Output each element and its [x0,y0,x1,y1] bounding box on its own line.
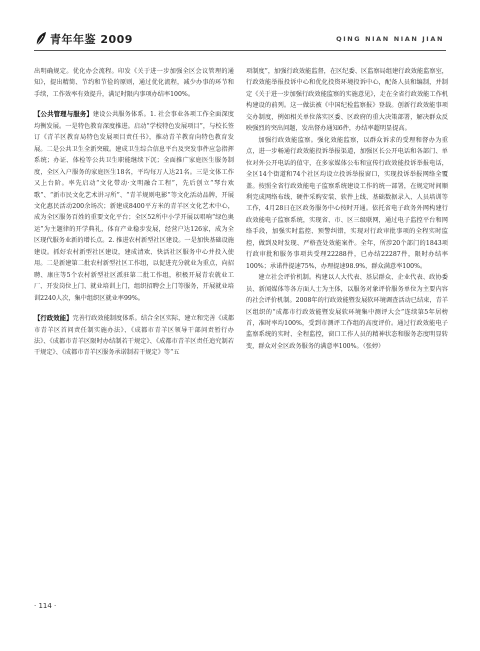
section-heading: 【公共管理与服务】 [34,110,93,119]
right-paragraph-2: 加强行政效能监察。强化效能监察，以群众诉求的受理和督办为重点，进一步畅通行政效能投诉举报渠道，加强区长公开电话和各部门、单位对外公开电话的值守，在多家媒体公布和宣传行政效能投诉举报电话，全区14个街道和74个社区均设立投诉举报窗口，实现投诉举报网络全覆盖。按照全省行政效能电子监察系统建设工作的统一部署，在规定时间顺利完成网络布线、硬件采购安装、软件上线、基础数据录入、人员培训等工作，4月28日在区政务服务中心按时开通。依托省电子政务外网构建行政效能电子监察系统，实现省、市、区三级联网，通过电子监控平台和网络手段，加强实时监控、预警纠错，实现对行政审批事项的全程实时监控，做到及时发现、严格查处效能案件。全年，所涉20个部门的1843项行政审批和服务事项共受理22288件，已办结22287件，限时办结率100%；承诺件提速75%，办理提速98.9%，群众满意率100%。 [246,136,448,270]
header-pinyin: QING NIAN NIAN JIAN [336,35,444,43]
leaf-icon [34,31,48,47]
left-column [34,66,234,359]
page-number: · 114 · [34,602,57,610]
section-body: 建设公共服务体系。1. 社会事业各项工作全面深度均衡发展。一是特色教育深度推进。启动“学校特色发展项目”，与校长签订《青羊区教育局特色发展项目责任书》，推动青羊教育向特色教育发展。二是公共卫生全新突破。建成卫生综合信息平台及突发事件应急指挥系统；办证、体检等公共卫生职能继续下沉；全面推广家庭医生服务制度，全区入户服务的家庭医生18名，平均每万人达21名。三是文体工作又上台阶。率先启动“文化带动·文明融合工程”，先后创立“琴台欢歌”、“新市民文化艺术讲习所”、“青羊规则电影”等文化活动品牌，开展文化惠民活动200余场次；新建成8400平方米的青羊区文化艺术中心，成为全区服务百姓的重要文化平台；全区52所中小学开展以唱响“绿色奥运”为主题律的开学典礼，体育产业稳步发展，经营户达126家，成为全区现代服务业新的增长点。2. 推进农村新型社区建设。一是加快基础设施建设。抓好农村新型社区建设，建成清欢、快活社区服务中心并投入使用。二是新建第二批农村新型社区工作组，以促进充分就业为重点，向招聘、康庄等5个农村新型社区派驻第二批工作组，积极开展青农就业工厂、开发岗位上门、就业培训上门，组织招聘会上门等服务，开展就业培训2240人次，集中组织区就业率99%。 [34,111,234,302]
section-body: 完善行政效能制度体系。结合全区实际，建立和完善《成都市青羊区首问责任制实施办法》、《成都市青羊区领导干部问责暂行办法》、《成都市青羊区限时办结制若干规定》、《成都市青羊区责任追究制若干规定》、《成都市青羊区服务承诺制若干规定》等“五 [34,315,235,357]
left-paragraph-1: 出明确规定。优化办会流程。印发《关于进一步加强全区会议管理的通知》，提出精简、节约和节俭的原则，通过优化流程，减少办事的环节和手续，工作效率有效提升，满足时限内事项办结率100%。 [34,68,234,98]
yearbook-logo [34,30,133,48]
section-heading: 【行政效能】 [34,314,73,323]
running-header [0,28,480,50]
right-paragraph-3: 建立社会评价机制。构建以人大代表、基层群众、企业代表、政协委员、新闻媒体等各方面人士为主体，以服务对象评价服务单位为主要内容的社会评价机制。2008年的行政效能暨发展软环境调查活动已结束，青羊区组织的“成都市行政效能暨发展软环境集中测评大会”连续第5年居榜首，准时率均100%，受到市测评工作组的高度评价。通过行政效能电子监察系统的实时、全程监控，窗口工作人员的精神状态和服务态度明显转变，群众对全区政务服务的满意率100%。（张婷） [246,274,448,350]
right-paragraph-1: 项制度”，加强行政效能监督，在区纪委、区监察局组建行政效能监察室，行政效能举报投诉中心和优化投资环境投诉中心，配备人员和编制，并制定《关于进一步加强行政效能监察的实施意见》，走在全省行政效能工作机构建设的前列。这一做法被《中国纪检监察报》登载。创新行政效能事项交办制度，例如相关单位落实区委、区政府的重大决策部署，解决群众反映强烈的突出问题，发出督办通知6件，办结率超明显提高。 [246,68,448,133]
right-column [246,66,448,352]
section-admin-efficiency [34,313,234,359]
logo-text: 青年年鉴 2009 [50,33,133,46]
section-public-service [34,109,234,304]
header-rule [34,50,446,51]
